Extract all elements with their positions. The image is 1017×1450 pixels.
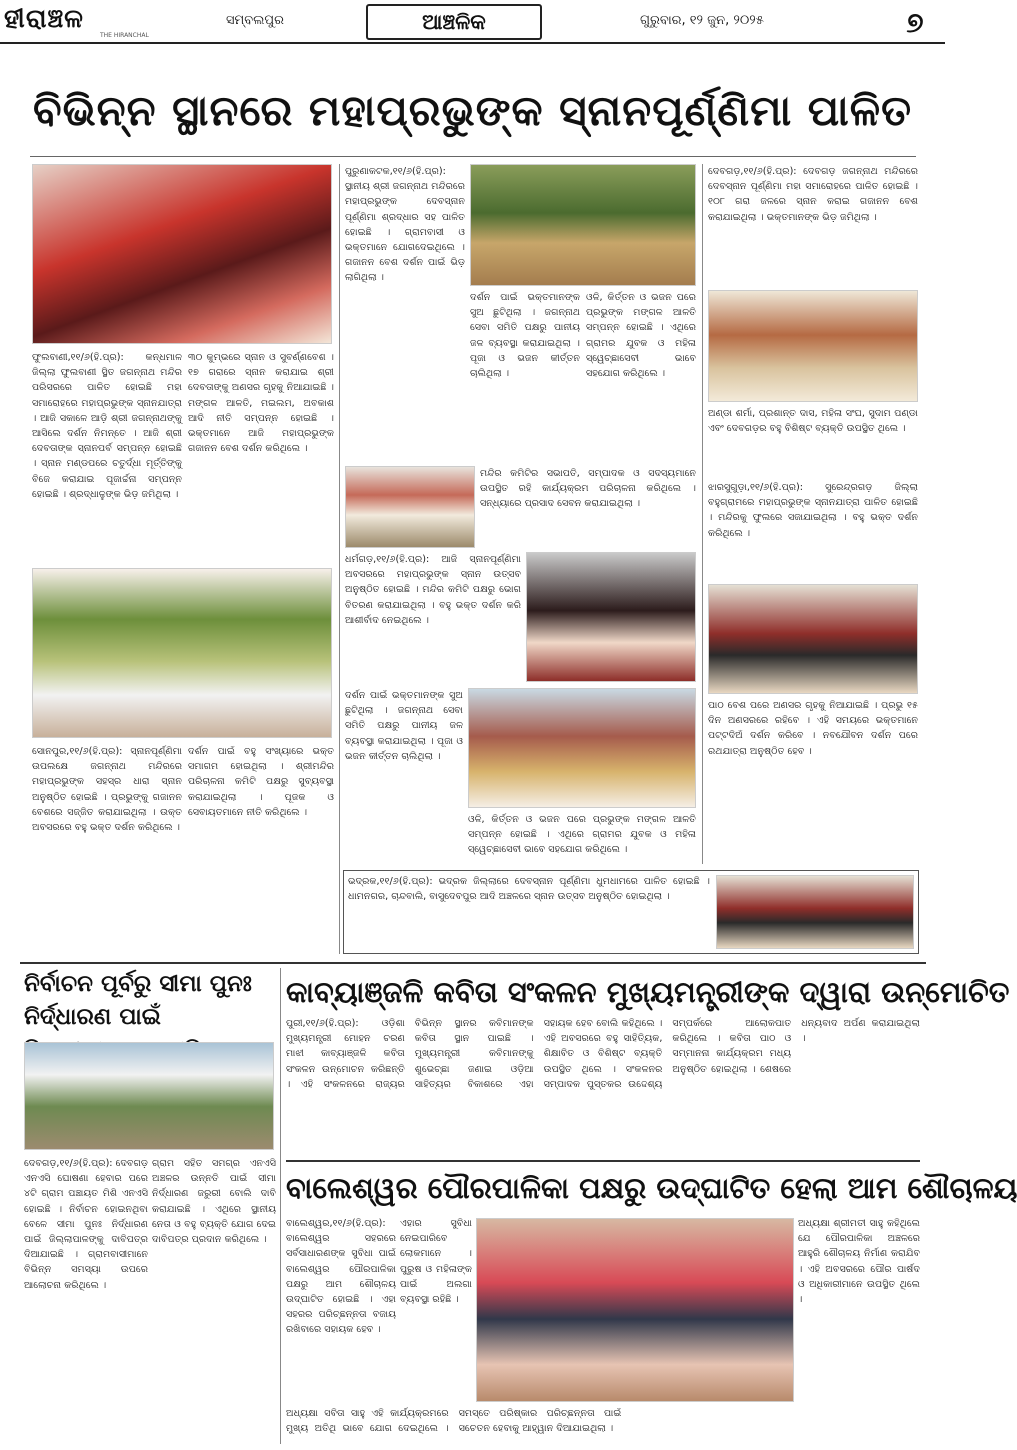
story3-headline: କାବ୍ୟାଞ୍ଜଳି କବିତା ସଂକଳନ ମୁଖ୍ୟମନ୍ତ୍ରୀଙ୍କ ଦ୍ୱାରା ଉନ୍ମୋଚିତ: [286, 975, 1010, 1009]
story1-col5d: ପାଠ ବେଶ ପରେ ଅଣସର ଗୃହକୁ ନିଆଯାଇଛି । ପ୍ରଭୁ ୧୫ ଦିନ ଅଣସରରେ ରହିବେ । ଏହି ସମୟରେ ଭକ୍ତମାନେ ପଟ୍ଟଦିଅଁ ଦର୍ଶନ କରିବେ । ନବଯୌବନ ଦର୍ଶନ ପରେ ରଥଯାତ୍ରା ଅନୁଷ୍ଠିତ ହେବ ।: [708, 700, 918, 757]
story1-col3a: ପୁରୁଣାକଟକ,୧୧/୬(ହି.ପ୍ର): ସ୍ଥାନୀୟ ଶ୍ରୀ ଜଗନ୍ନାଥ ମନ୍ଦିରରେ ମହାପ୍ରଭୁଙ୍କ ଦେବସ୍ନାନ ପୂର୍ଣ୍ଣିମା ଶ୍ରଦ୍ଧାର ସହ ପାଳିତ ହୋଇଛି । ଗ୍ରାମବାସୀ ଓ ଭକ୍ତମାନେ ଯୋଗଦେଇଥିଲେ । ଗଜାନନ ବେଶ ଦର୍ଶନ ପାଇଁ ଭିଡ଼ ଲାଗିଥିଲା ।: [345, 166, 465, 284]
story2-col1: ଦେବଗଡ଼,୧୧/୬(ହି.ପ୍ର): ଦେବଗଡ଼ ଏନଏସି ଘୋଷଣା ହେବାର ପରେ ୪ଟି ଗ୍ରାମ ପଞ୍ଚାୟତ ମିଶି ଏନଏସି ହୋଇଛି । ନିର୍ବାଚନ ହୋଇନଥିବା ବେଳେ ସୀମା ପୁନଃ ନିର୍ଦ୍ଧାରଣ ପାଇଁ ଜିଲ୍ଲାପାଳଙ୍କୁ ଦାବିପତ୍ର ଦିଆଯାଇଛି । ଗ୍ରାମବାସୀମାନେ ବିଭିନ୍ନ ସମସ୍ୟା ଉପରେ ଆଲୋଚନା କରିଥିଲେ ।: [24, 1158, 149, 1291]
story1-col5a: ଦେବଗଡ଼,୧୧/୬(ହି.ପ୍ର): ଦେବଗଡ଼ ଜଗନ୍ନାଥ ମନ୍ଦିରରେ ଦେବସ୍ନାନ ପୂର୍ଣ୍ଣିମା ମହା ସମାରୋହରେ ପାଳିତ ହୋଇଛି । ୧୦୮ ଗରା ଜଳରେ ସ୍ନାନ କରାଇ ଗଜାନନ ବେଶ କରାଯାଇଥିଲା । ଭକ୍ତମାନଙ୍କ ଭିଡ଼ ଜମିଥିଲା ।: [708, 166, 918, 223]
story1-col1a: ଫୁଲବାଣୀ,୧୧/୬(ହି.ପ୍ର): କନ୍ଧମାଳ ଜିଲ୍ଲା ଫୁଲବାଣୀ ସ୍ଥିତ ଜଗନ୍ନାଥ ମନ୍ଦିର ପରିସରରେ ପାଳିତ ହୋଇଛି ମହା ସମାରୋହରେ ମହାପ୍ରଭୁଙ୍କ ସ୍ନାନଯାତ୍ରା । ଆଜି ସକାଳେ ଆଡ଼ି ଶ୍ରୀ ଜଗନ୍ନାଥଙ୍କୁ ଆସିଲେ ଦର୍ଶନ ନିମନ୍ତେ । ଆଜି ଶ୍ରୀ ଦେବତାଙ୍କ ସ୍ନାନପର୍ବ ସମ୍ପନ୍ନ ହୋଇଛି । ସ୍ନାନ ମଣ୍ଡପରେ ଚତୁର୍ଦ୍ଧା ମୂର୍ତ୍ତିଙ୍କୁ ବିଜେ କରାଯାଇ ପୂଜାର୍ଚ୍ଚନା ସମ୍ପନ୍ନ ହୋଇଛି । ଶ୍ରଦ୍ଧାଳୁଙ୍କ ଭିଡ଼ ଜମିଥିଲା ।: [32, 352, 182, 500]
story2-col2: ଗ୍ରାମ ସହିତ ସମଗ୍ର ଏନଏସି ଅଞ୍ଚଳର ଉନ୍ନତି ପାଇଁ ସୀମା ନିର୍ଦ୍ଧାରଣ ଜରୁରୀ ବୋଲି ଦାବି କରାଯାଇଛି । ଏଥିରେ ସ୍ଥାନୀୟ ନେତା ଓ ବହୁ ବ୍ୟକ୍ତି ଯୋଗ ଦେଇ ଦାବିପତ୍ର ପ୍ରଦାନ କରିଥିଲେ ।: [152, 1158, 276, 1246]
main-headline: ବିଭିନ୍ନ ସ୍ଥାନରେ ମହାପ୍ରଭୁଙ୍କ ସ୍ନାନପୂର୍ଣ୍ଣିମା ପାଳିତ: [32, 86, 913, 135]
story4-col1: ବାଲେଶ୍ୱର,୧୧/୬(ହି.ପ୍ର): ବାଲେଶ୍ୱର ସହରରେ ସର୍ବସାଧାରଣଙ୍କ ସୁବିଧା ପାଇଁ ବାଲେଶ୍ୱର ପୌରପାଳିକା ପକ୍ଷରୁ ଆମ ଶୌଚାଳୟ ଉଦ୍‌ଘାଟିତ ହୋଇଛି । ଏହା ସହରର ପରିଚ୍ଛନ୍ନତା ବଜାୟ ରଖିବାରେ ସହାୟକ ହେବ ।: [286, 1218, 396, 1336]
newspaper-logo: [4, 4, 174, 40]
story1-col1b: ସୋନପୁର,୧୧/୬(ହି.ପ୍ର): ସ୍ନାନପୂର୍ଣ୍ଣିମା ଉପଲକ୍ଷେ ଜଗନ୍ନାଥ ମନ୍ଦିରରେ ମହାପ୍ରଭୁଙ୍କ ସହସ୍ର ଧାରା ସ୍ନାନ ଅନୁଷ୍ଠିତ ହୋଇଛି । ପ୍ରଭୁଙ୍କୁ ଗଜାନନ ବେଶରେ ସଜ୍ଜିତ କରାଯାଇଥିଲା । ଉକ୍ତ ଅବସରରେ ବହୁ ଭକ୍ତ ଦର୍ଶନ କରିଥିଲେ ।: [32, 746, 182, 834]
city-label: ସମ୍ବଲପୁର: [226, 13, 284, 28]
bhadrak-box: [343, 870, 919, 954]
column-rule: [339, 164, 340, 954]
trinity-photo: [526, 552, 696, 682]
page-number: ୭: [906, 6, 924, 39]
deogarh-photo: [708, 290, 918, 402]
section-divider-2: [286, 1160, 920, 1162]
story1-col2a: ୩୦ କୁମ୍ଭରେ ସ୍ନାନ ଓ ସୁବର୍ଣ୍ଣବେଶ । ୧୭ ଗରାରେ ସ୍ନାନ କରାଯାଇ ଶ୍ରୀ ଦେବତାଙ୍କୁ ଅଣସର ଗୃହକୁ ନିଆଯାଇଛି । ମଙ୍ଗଳ ଆଳତି, ମଇଲମ, ଅବକାଶ ଆଦି ନୀତି ସମ୍ପନ୍ନ ହୋଇଛି । ଭକ୍ତମାନେ ଆଜି ମହାପ୍ରଭୁଙ୍କ ଗଜାନନ ବେଶ ଦର୍ଶନ କରିଥିଲେ ।: [188, 352, 334, 455]
story1-col5b: ଅଣ୍ଡା ଶର୍ମା, ପ୍ରଶାନ୍ତ ଦାସ, ମହିଳା ସଂଘ, ସୁଦାମ ପଣ୍ଡା ଏବଂ ଦେବଗଡ଼ର ବହୁ ବିଶିଷ୍ଟ ବ୍ୟକ୍ତି ଉପସ୍ଥିତ ଥିଲେ ।: [708, 408, 918, 435]
column-rule-3: [280, 968, 281, 1444]
dharmagarh-photo: [468, 688, 696, 808]
story4-bottom: ଅଧ୍ୟକ୍ଷା ସବିତା ସାହୁ ଏହି କାର୍ଯ୍ୟକ୍ରମରେ ମୁଖ୍ୟ ଅତିଥି ଭାବେ ଯୋଗ ଦେଇଥିଲେ । ସମସ୍ତେ ପରିଷ୍କାର ପରିଚ୍ଛନ୍ନତା ପାଇଁ ସଚେତନ ହେବାକୁ ଆହ୍ୱାନ ଦିଆଯାଇଥିଲା ।: [286, 1408, 622, 1435]
ganesh-vesha-photo: [470, 164, 696, 286]
logo-subtitle: THE HIRANCHAL: [100, 32, 149, 39]
story1-col5c: ଝାରସୁଗୁଡ଼ା,୧୧/୬(ହି.ପ୍ର): ସୁରେନ୍ଦ୍ରଗଡ଼ ଜିଲ୍ଲା ବହୁଗ୍ରାମରେ ମହାପ୍ରଭୁଙ୍କ ସ୍ନାନଯାତ୍ରା ପାଳିତ ହୋଇଛି । ମନ୍ଦିରକୁ ଫୁଲରେ ସଜାଯାଇଥିଲା । ବହୁ ଭକ୍ତ ଦର୍ଶନ କରିଥିଲେ ।: [708, 482, 918, 539]
story1-dharmagarh-cont: ଓଳି, କିର୍ତ୍ତନ ଓ ଭଜନ ପରେ ପ୍ରଭୁଙ୍କ ମଙ୍ଗଳ ଆଳତି ସମ୍ପନ୍ନ ହୋଇଛି । ଏଥିରେ ଗ୍ରାମର ଯୁବକ ଓ ମହିଳା ସ୍ୱେଚ୍ଛାସେବୀ ଭାବେ ସହଯୋଗ କରିଥିଲେ ।: [468, 814, 696, 856]
dateline: ଗୁରୁବାର, ୧୨ ଜୁନ, ୨୦୨୫: [640, 13, 764, 28]
story4-col3: ଅଧ୍ୟକ୍ଷା ଶ୍ରୀମତୀ ସାହୁ କହିଥିଲେ ଯେ ପୌରପାଳିକା ଅଞ୍ଚଳରେ ଆହୁରି ଶୌଚାଳୟ ନିର୍ମାଣ କରାଯିବ । ଏହି ଅବସରରେ ପୌର ପାର୍ଷଦ ଓ ଅଧିକାରୀମାନେ ଉପସ୍ଥିତ ଥିଲେ ।: [798, 1218, 920, 1306]
logo-text: ହୀରାଞ୍ଚଳ: [4, 4, 84, 34]
section-tab: ଆଞ୍ଚଳିକ: [366, 4, 542, 40]
masthead: [0, 0, 945, 44]
story1-puruna-katak: ଧର୍ମଗଡ଼,୧୧/୬(ହି.ପ୍ର): ଆଜି ସ୍ନାନପୂର୍ଣ୍ଣିମା ଅବସରରେ ମହାପ୍ରଭୁଙ୍କ ସ୍ନାନ ଉତ୍ସବ ଅନୁଷ୍ଠିତ ହୋଇଛି । ମନ୍ଦିର କମିଟି ପକ୍ଷରୁ ଭୋଗ ବିତରଣ କରାଯାଇଥିଲା । ବହୁ ଭକ୍ତ ଦର୍ଶନ କରି ଆଶୀର୍ବାଦ ନେଇଥିଲେ ।: [345, 554, 521, 626]
jharsuguda-photo: [708, 584, 918, 694]
story4-col2: ଏହାର ସୁବିଧା ନେଇପାରିବେ ଲୋକମାନେ । ପୁରୁଷ ଓ ମହିଳାଙ୍କ ପାଇଁ ଅଲଗା ବ୍ୟବସ୍ଥା ରହିଛି ।: [400, 1218, 472, 1306]
story1-col4b: ଓଳି, କିର୍ତ୍ତନ ଓ ଭଜନ ପରେ ପ୍ରଭୁଙ୍କ ମଙ୍ଗଳ ଆଳତି ସମ୍ପନ୍ନ ହୋଇଛି । ଏଥିରେ ଗ୍ରାମର ଯୁବକ ଓ ମହିଳା ସ୍ୱେଚ୍ଛାସେବୀ ଭାବେ ସହଯୋଗ କରିଥିଲେ ।: [586, 292, 696, 380]
story1-dharmagarh: ଦର୍ଶନ ପାଇଁ ଭକ୍ତମାନଙ୍କ ସୁଅ ଛୁଟିଥିଲା । ଜଗନ୍ନାଥ ସେବା ସମିତି ପକ୍ଷରୁ ପାନୀୟ ଜଳ ବ୍ୟବସ୍ଥା କରାଯାଇଥିଲା । ପୂଜା ଓ ଭଜନ କୀର୍ତ୍ତନ ଚାଲିଥିଲା ।: [345, 690, 463, 762]
devotees-photo: [345, 466, 475, 548]
story2-headline: ନିର୍ବାଚନ ପୂର୍ବରୁ ସୀମା ପୁନଃ ନିର୍ଦ୍ଧାରଣ ପାଇଁ: [24, 971, 252, 1030]
story4-headline: ବାଲେଶ୍ୱର ପୌରପାଳିକା ପକ୍ଷରୁ ଉଦ୍‌ଘାଟିତ ହେଲା ଆମ ଶୌଚାଳୟ: [286, 1171, 1017, 1205]
column-rule-2: [702, 164, 703, 864]
story1-col4c: ମନ୍ଦିର କମିଟିର ସଭାପତି, ସମ୍ପାଦକ ଓ ସଦସ୍ୟମାନେ ଉପସ୍ଥିତ ରହି କାର୍ଯ୍ୟକ୍ରମ ପରିଚାଳନା କରିଥିଲେ । ସନ୍ଧ୍ୟାରେ ପ୍ରସାଦ ସେବନ କରାଯାଇଥିଲା ।: [480, 468, 696, 510]
story1-col2b: ଦର୍ଶନ ପାଇଁ ବହୁ ସଂଖ୍ୟାରେ ଭକ୍ତ ସମାଗମ ହୋଇଥିଲା । ଶ୍ରୀମନ୍ଦିର ପରିଚାଳନା କମିଟି ପକ୍ଷରୁ ସୁବ୍ୟବସ୍ଥା କରାଯାଇଥିଲା । ପୂଜକ ଓ ସେବାୟତମାନେ ନୀତି କରିଥିଲେ ।: [188, 746, 334, 818]
temple-photo-phulbani: [32, 164, 332, 344]
headline-rule: [30, 156, 916, 157]
story3-body: ପୁରୀ,୧୧/୬(ହି.ପ୍ର): ଓଡ଼ିଶା ମୁଖ୍ୟମନ୍ତ୍ରୀ ମୋହନ ଚରଣ ମାଝୀ କାବ୍ୟାଞ୍ଜଳି କବିତା ସଂକଳନ ଉନ୍ମୋଚନ କରିଛନ୍ତି । ଏହି ସଂକଳନରେ ରାଜ୍ୟର ବିଭିନ୍ନ ସ୍ଥାନର କବିମାନଙ୍କ କବିତା ସ୍ଥାନ ପାଇଛି । ମୁଖ୍ୟମନ୍ତ୍ରୀ କବିମାନଙ୍କୁ ଶୁଭେଚ୍ଛା ଜଣାଇ ଓଡ଼ିଆ ସାହିତ୍ୟର ବିକାଶରେ ଏହା ସହାୟକ ହେବ ବୋଲି କହିଥିଲେ । ଏହି ଅବସରରେ ବହୁ ସାହିତ୍ୟିକ, ଶିକ୍ଷାବିତ ଓ ବିଶିଷ୍ଟ ବ୍ୟକ୍ତି ଉପସ୍ଥିତ ଥିଲେ । ସଂକଳନର ସମ୍ପାଦକ ପୁସ୍ତକର ଉଦ୍ଦେଶ୍ୟ ସମ୍ପର୍କରେ ଆଲୋକପାତ କରିଥିଲେ । କବିତା ପାଠ ଓ ସମ୍ମାନନା କାର୍ଯ୍ୟକ୍ରମ ମଧ୍ୟ ଅନୁଷ୍ଠିତ ହୋଇଥିଲା । ଶେଷରେ ଧନ୍ୟବାଦ ଅର୍ପଣ କରାଯାଇଥିଲା ।: [286, 1018, 920, 1090]
bhadrak-photo: [716, 875, 914, 949]
inauguration-photo: [476, 1218, 794, 1402]
story1-bhadrak: ଭଦ୍ରକ,୧୧/୬(ହି.ପ୍ର): ଭଦ୍ରକ ଜିଲ୍ଲାରେ ଦେବସ୍ନାନ ପୂର୍ଣ୍ଣିମା ଧୁମଧାମରେ ପାଳିତ ହୋଇଛି । ଧାମନଗର, ଚାନ୍ଦବାଲି, ବାସୁଦେବପୁର ଆଦି ଅଞ୍ଚଳରେ ସ୍ନାନ ଉତ୍ସବ ଅନୁଷ୍ଠିତ ହୋଇଥିଲା ।: [348, 876, 710, 903]
section-divider: [20, 962, 926, 964]
collector-office-photo: [24, 1042, 274, 1150]
temple-photo-sonepur: [32, 568, 332, 738]
story1-col4a: ଦର୍ଶନ ପାଇଁ ଭକ୍ତମାନଙ୍କ ସୁଅ ଛୁଟିଥିଲା । ଜଗନ୍ନାଥ ସେବା ସମିତି ପକ୍ଷରୁ ପାନୀୟ ଜଳ ବ୍ୟବସ୍ଥା କରାଯାଇଥିଲା । ପୂଜା ଓ ଭଜନ କୀର୍ତ୍ତନ ଚାଲିଥିଲା ।: [470, 292, 580, 380]
